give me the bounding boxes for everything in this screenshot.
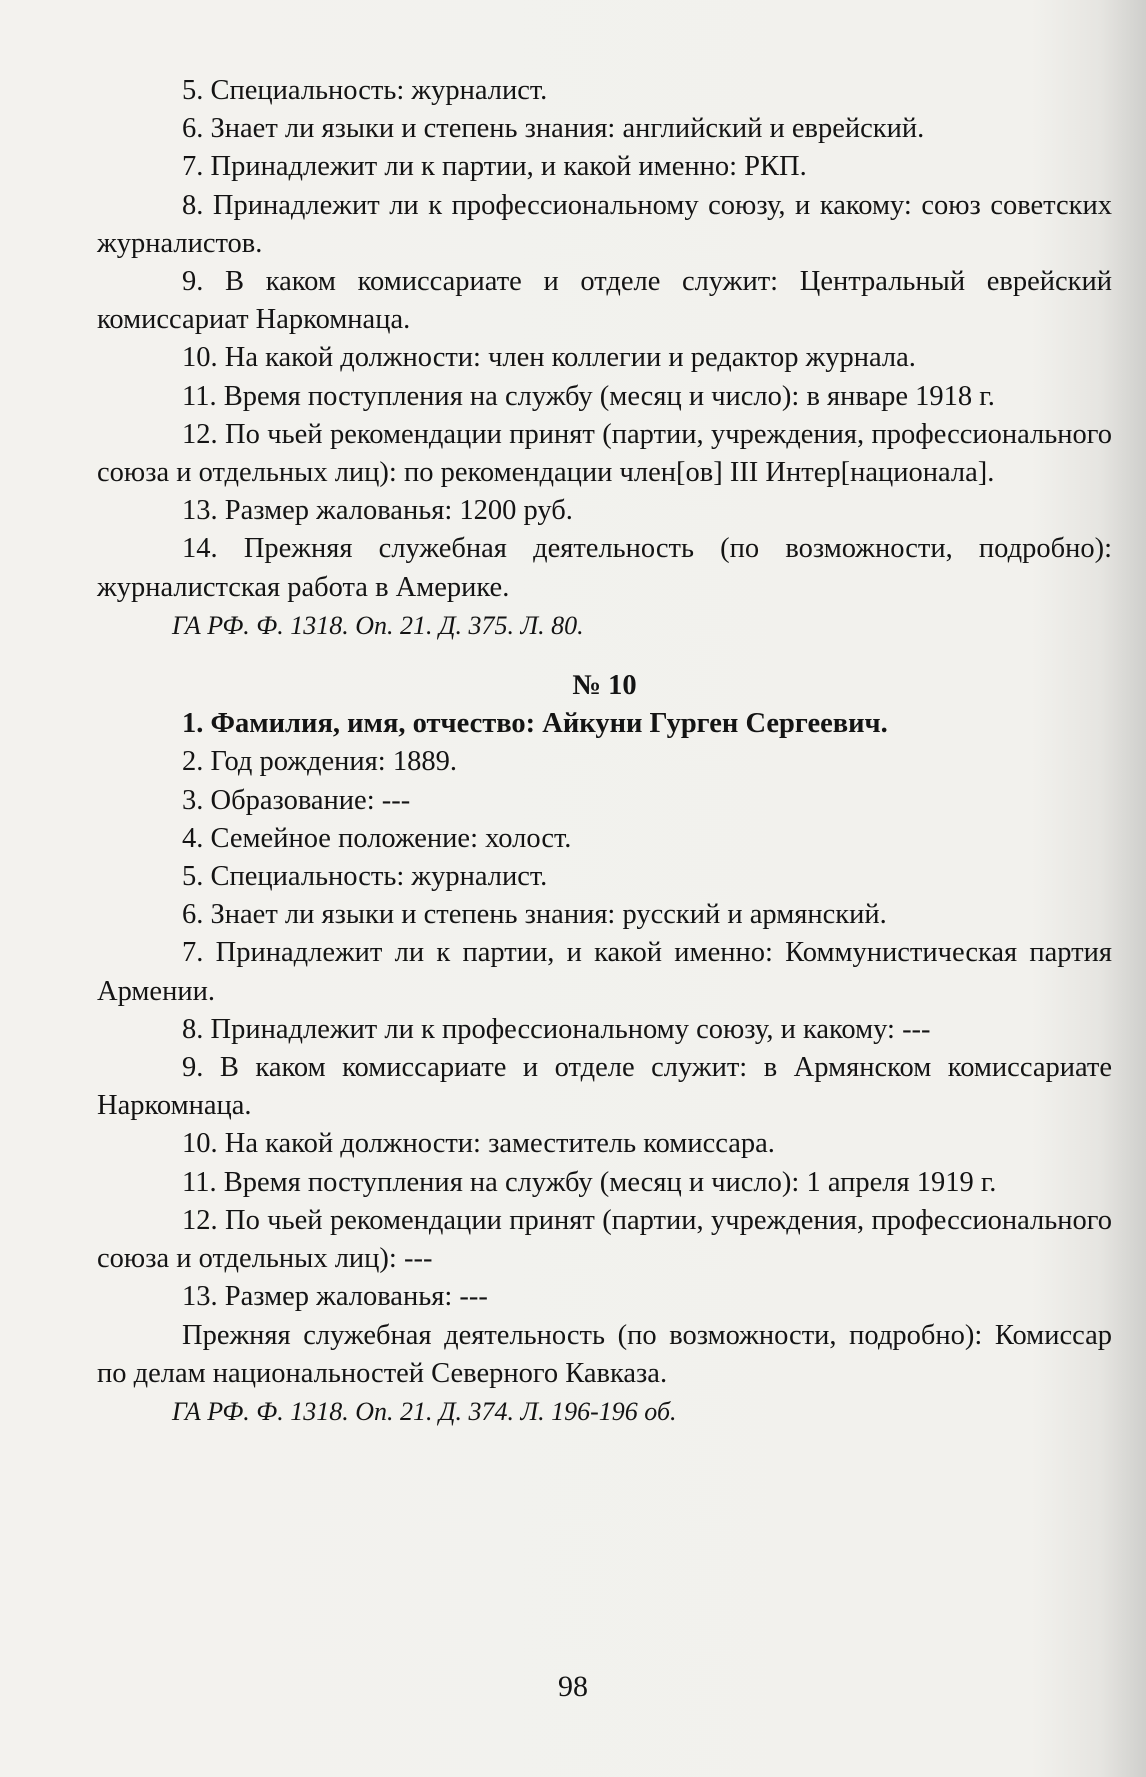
document-text — [97, 72, 1112, 1431]
doc2-line-7: 7. Принадлежит ли к партии, и какой именно: Коммунистическая партия Армении. — [97, 937, 1112, 1007]
page-number: 98 — [558, 1670, 588, 1703]
doc1-line-12: 12. По чьей рекомендации принят (партии, учреждения, профессионального союза и отдельных лиц): по рекомендации член[ов] III Интер[национала]. — [97, 418, 1112, 489]
doc2-line-12: 12. По чьей рекомендации принят (партии, учреждения, профессионального союза и отдельных лиц): --- — [97, 1204, 1112, 1275]
doc2-line-13: 13. Размер жалованья: --- — [182, 1281, 488, 1313]
doc1-line-7: 7. Принадлежит ли к партии, и какой именно: РКП. — [182, 151, 807, 183]
doc2-line-10: 10. На какой должности: заместитель комиссара. — [182, 1128, 775, 1160]
doc1-line-8: 8. Принадлежит ли к профессиональному союзу, и какому: союз советских журналистов. — [97, 189, 1112, 259]
doc1-line-6: 6. Знает ли языки и степень знания: английский и еврейский. — [182, 113, 925, 145]
doc2-archive-source: ГА РФ. Ф. 1318. Оп. 21. Д. 374. Л. 196-196 об. — [172, 1396, 677, 1426]
doc2-line-6: 6. Знает ли языки и степень знания: русский и армянский. — [182, 899, 887, 931]
doc1-line-10: 10. На какой должности: член коллегии и редактор журнала. — [182, 342, 916, 374]
doc2-line-9: 9. В каком комиссариате и отделе служит: в Армянском комиссариате Наркомнаца. — [97, 1052, 1112, 1122]
doc2-line-8: 8. Принадлежит ли к профессиональному союзу, и какому: --- — [182, 1013, 931, 1045]
document-number: № 10 — [572, 670, 637, 702]
doc2-previous-activity: Прежняя служебная деятельность (по возможности, подробно): Комиссар по делам национальностей Северного Кавказа. — [97, 1319, 1112, 1389]
doc2-line-1: 1. Фамилия, имя, отчество: Айкуни Гурген Сергеевич. — [182, 708, 888, 740]
doc1-line-9: 9. В каком комиссариате и отделе служит: Центральный еврейский комиссариат Наркомнаца. — [97, 266, 1112, 336]
doc1-line-11: 11. Время поступления на службу (месяц и число): в январе 1918 г. — [182, 380, 995, 412]
doc2-line-4: 4. Семейное положение: холост. — [182, 822, 572, 854]
doc1-line-14: 14. Прежняя служебная деятельность (по возможности, подробно): журналистская работа в Америке. — [97, 533, 1112, 603]
doc1-line-5: 5. Специальность: журналист. — [182, 75, 548, 106]
doc1-line-13: 13. Размер жалованья: 1200 руб. — [182, 495, 573, 527]
doc2-line-2: 2. Год рождения: 1889. — [182, 746, 457, 778]
doc2-line-3: 3. Образование: --- — [182, 784, 411, 816]
doc2-line-5: 5. Специальность: журналист. — [182, 861, 548, 893]
doc1-archive-source: ГА РФ. Ф. 1318. Оп. 21. Д. 375. Л. 80. — [172, 610, 584, 640]
doc2-line-11: 11. Время поступления на службу (месяц и число): 1 апреля 1919 г. — [182, 1166, 997, 1198]
